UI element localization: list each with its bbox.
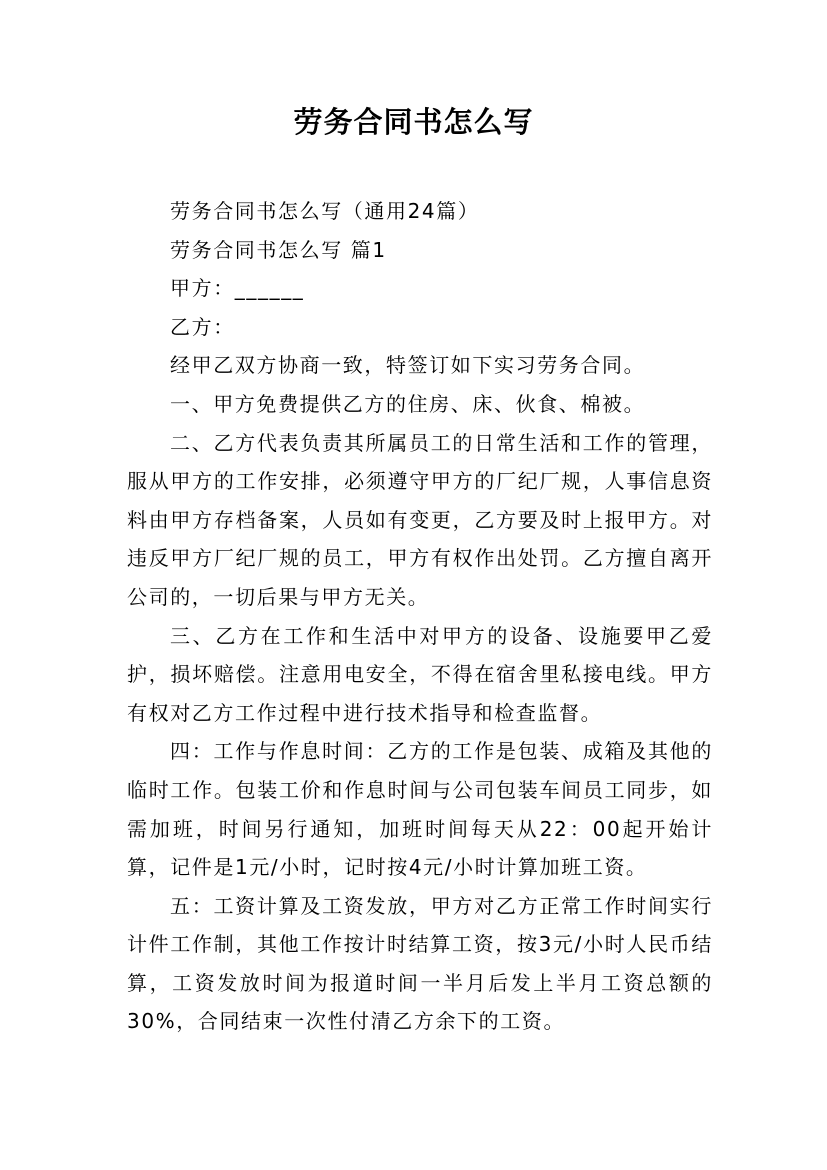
paragraph: 劳务合同书怎么写（通用24篇） (170, 199, 480, 223)
paragraph: 乙方： (170, 314, 235, 339)
document-title: 劳务合同书怎么写 (293, 105, 534, 139)
paragraph: 四：工作与作息时间：乙方的工作是包装、成箱及其他的临时工作。包装工价和作息时间与公司包装车间员工同步，如需加班，时间另行通知，加班时间每天从22：00起开始计算，记件是1元/小时，记时按4元/小时计算加班工资。 (127, 739, 713, 880)
paragraph: 劳务合同书怎么写 篇1 (170, 237, 387, 262)
paragraph: 五：工资计算及工资发放，甲方对乙方正常工作时间实行计件工作制，其他工作按计时结算工资，按3元/小时人民币结算，工资发放时间为报道时间一半月后发上半月工资总额的30%，合同结束一次性付清乙方余下的工资。 (127, 893, 713, 1034)
paragraph: 二、乙方代表负责其所属员工的日常生活和工作的管理，服从甲方的工作安排，必须遵守甲方的厂纪厂规，人事信息资料由甲方存档备案，人员如有变更，乙方要及时上报甲方。对违反甲方厂纪厂规的员工，甲方有权作出处罚。乙方擅自离开公司的，一切后果与甲方无关。 (127, 430, 713, 609)
document-body (127, 192, 713, 1041)
paragraph: 三、乙方在工作和生活中对甲方的设备、设施要甲乙爱护，损坏赔偿。注意用电安全，不得在宿舍里私接电线。甲方有权对乙方工作过程中进行技术指导和检查监督。 (127, 623, 713, 725)
paragraph: 一、甲方免费提供乙方的住房、床、伙食、棉被。 (170, 391, 646, 416)
paragraph: 经甲乙双方协商一致，特签订如下实习劳务合同。 (170, 353, 646, 378)
paragraph: 甲方：______ (170, 276, 305, 301)
